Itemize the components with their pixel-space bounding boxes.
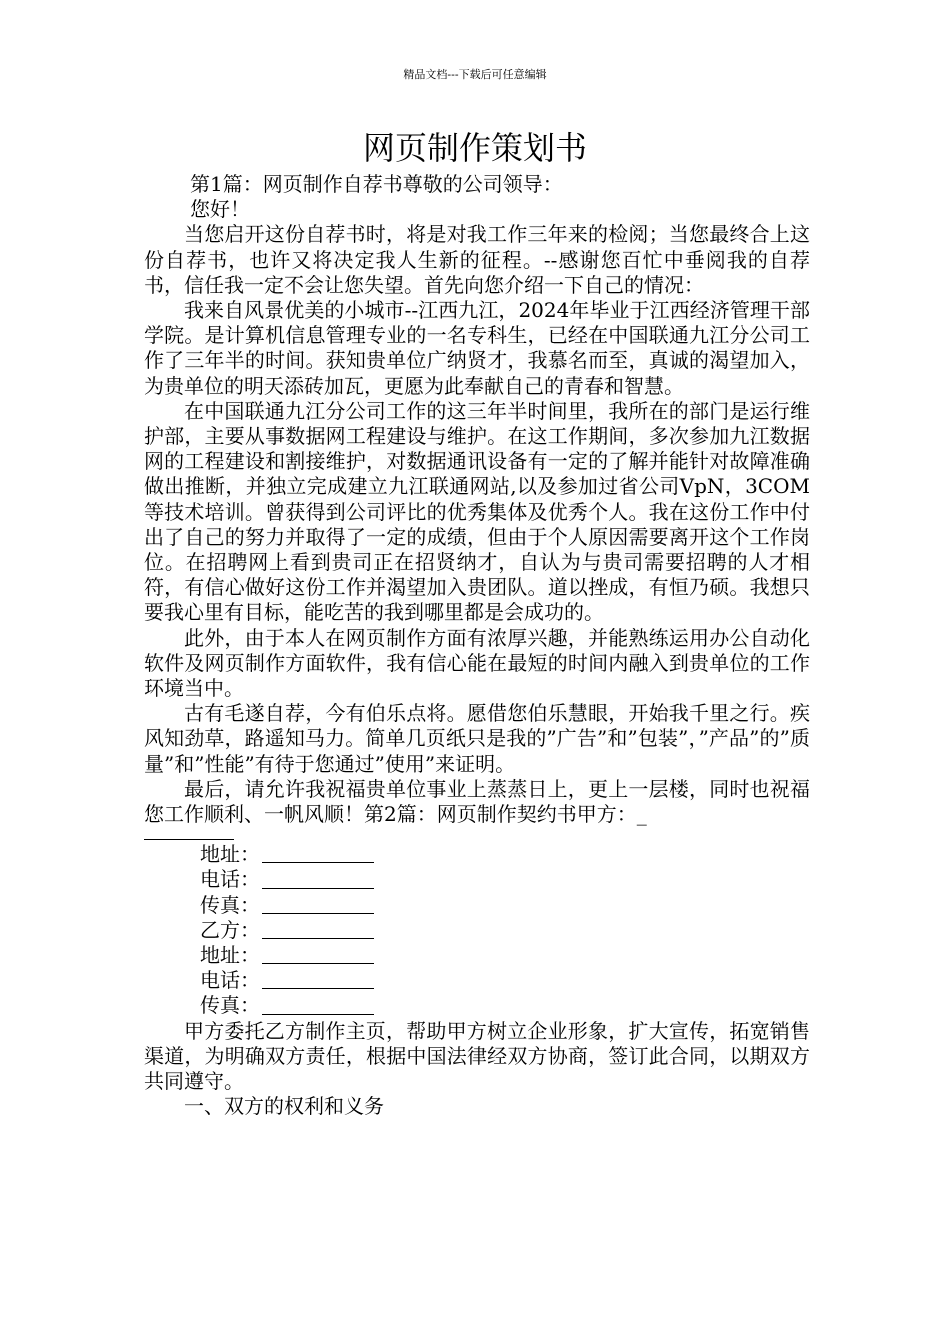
paragraph: 甲方委托乙方制作主页，帮助甲方树立企业形象，扩大宣传，拓宽销售渠道，为明确双方责任，根据中国法律经双方协商，签订此合同，以期双方共同遵守。 xyxy=(144,1018,810,1093)
contract-field xyxy=(144,943,810,968)
field-label: 电话： xyxy=(200,867,260,892)
document-title: 网页制作策划书 xyxy=(362,129,587,167)
field-label: 电话： xyxy=(200,968,260,993)
contract-field xyxy=(144,993,810,1018)
document-body xyxy=(144,172,810,1119)
fill-in-blank xyxy=(262,870,374,889)
contract-field xyxy=(144,867,810,892)
paragraph: 在中国联通九江分公司工作的这三年半时间里，我所在的部门是运行维护部，主要从事数据网工程建设与维护。在这工作期间，多次参加九江数据网的工程建设和割接维护，对数据通讯设备有一定的了解并能针对故障准确做出推断，并独立完成建立九江联通网站,以及参加过省公司VpN，3COM等技术培训。曾获得到公司评比的优秀集体及优秀个人。我在这份工作中付出了自己的努力并取得了一定的成绩，但由于个人原因需要离开这个工作岗位。在招聘网上看到贵司正在招贤纳才，自认为与贵司需要招聘的人才相符，有信心做好这份工作并渴望加入贵团队。道以挫成，有恒乃硕。我想只要我心里有目标，能吃苦的我到哪里都是会成功的。 xyxy=(144,398,810,625)
contract-field xyxy=(144,918,810,943)
contract-field xyxy=(144,893,810,918)
field-label: 地址： xyxy=(200,842,260,867)
paragraph: 最后，请允许我祝福贵单位事业上蒸蒸日上，更上一层楼，同时也祝福您工作顺利、一帆风顺！第2篇：网页制作契约书甲方：_ xyxy=(144,776,810,827)
fill-in-blank xyxy=(262,970,374,989)
paragraph: 古有毛遂自荐，今有伯乐点将。愿借您伯乐慧眼，开始我千里之行。疾风知劲草，路遥知马力。简单几页纸只是我的”广告”和”包装”，”产品”的”质量”和”性能”有待于您通过”使用”来证明。 xyxy=(144,701,810,776)
paragraph: 您好！ xyxy=(190,197,250,222)
field-label: 地址： xyxy=(200,943,260,968)
paragraph: 当您启开这份自荐书时，将是对我工作三年来的检阅；当您最终合上这份自荐书，也许又将决定我人生新的征程。--感谢您百忙中垂阅我的自荐书，信任我一定不会让您失望。首先向您介绍一下自己的情况： xyxy=(144,222,810,297)
section-heading: 一、双方的权利和义务 xyxy=(184,1094,384,1119)
fill-in-blank xyxy=(262,895,374,914)
fill-in-blank xyxy=(262,920,374,939)
fill-in-blank xyxy=(262,844,374,863)
field-label: 乙方： xyxy=(200,917,260,942)
blank-fill-line xyxy=(144,827,234,840)
fill-in-blank xyxy=(262,996,374,1015)
paragraph: 我来自风景优美的小城市--江西九江，2024年毕业于江西经济管理干部学院。是计算机信息管理专业的一名专科生，已经在中国联通九江分公司工作了三年半的时间。获知贵单位广纳贤才，我慕名而至，真诚的渴望加入，为贵单位的明天添砖加瓦，更愿为此奉献自己的青春和智慧。 xyxy=(144,298,810,398)
contract-field xyxy=(144,842,810,867)
header-note: 精品文档---下载后可任意编辑 xyxy=(403,68,547,81)
field-label: 传真： xyxy=(200,892,260,917)
fill-in-blank xyxy=(262,945,374,964)
paragraph: 此外，由于本人在网页制作方面有浓厚兴趣，并能熟练运用办公自动化软件及网页制作方面软件，我有信心能在最短的时间内融入到贵单位的工作环境当中。 xyxy=(144,625,810,701)
field-label: 传真： xyxy=(200,993,260,1018)
contract-field xyxy=(144,968,810,993)
paragraph: 第1篇：网页制作自荐书尊敬的公司领导： xyxy=(190,172,563,196)
